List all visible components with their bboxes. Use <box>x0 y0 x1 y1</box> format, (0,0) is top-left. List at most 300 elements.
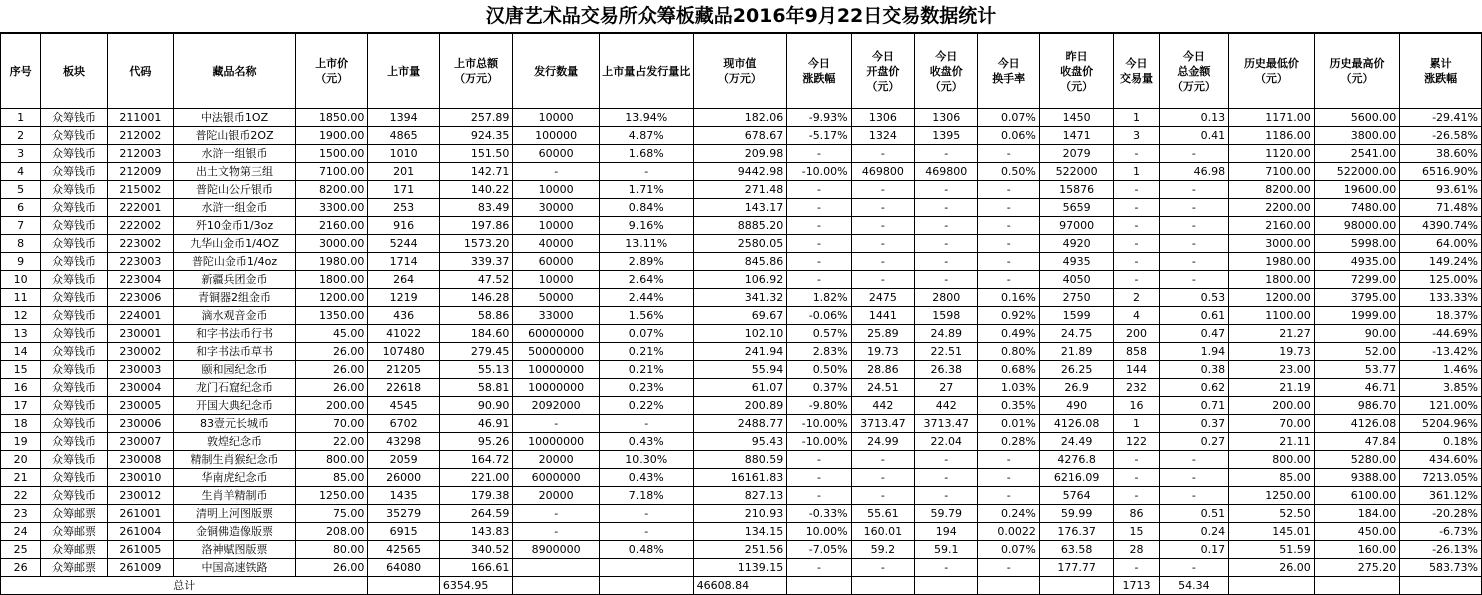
table-cell: 0.24 <box>1159 523 1228 541</box>
table-cell: - <box>1114 451 1159 469</box>
table-cell: 2 <box>1 127 41 145</box>
table-cell: - <box>851 235 914 253</box>
table-cell: - <box>599 415 693 433</box>
table-cell: 众筹邮票 <box>41 523 107 541</box>
table-cell: 1.82% <box>787 289 851 307</box>
table-cell: 0.92% <box>978 307 1039 325</box>
table-row <box>1 307 1482 325</box>
table-cell: 143.83 <box>439 523 512 541</box>
table-cell: 1010 <box>368 145 439 163</box>
table-cell: - <box>915 199 978 217</box>
table-cell: 261004 <box>107 523 173 541</box>
table-cell: 102.10 <box>693 325 787 343</box>
table-cell: 10000 <box>513 271 600 289</box>
table-cell: 223003 <box>107 253 173 271</box>
table-cell: 新疆兵团金币 <box>174 271 296 289</box>
table-cell: 20000 <box>513 487 600 505</box>
table-cell: 85.00 <box>1229 469 1315 487</box>
table-cell: 52.00 <box>1314 343 1400 361</box>
table-cell: 43298 <box>368 433 439 451</box>
table-cell: 众筹钱币 <box>41 145 107 163</box>
table-cell: 1171.00 <box>1229 109 1315 127</box>
table-cell: 23 <box>1 505 41 523</box>
table-cell: 众筹钱币 <box>41 433 107 451</box>
total-cell <box>978 577 1039 595</box>
table-cell: 51.59 <box>1229 541 1315 559</box>
table-cell: - <box>787 451 851 469</box>
table-cell: 1120.00 <box>1229 145 1315 163</box>
table-cell: 1980.00 <box>295 253 367 271</box>
table-cell: 26 <box>1 559 41 577</box>
table-cell: - <box>978 469 1039 487</box>
table-cell: 和字书法币行书 <box>174 325 296 343</box>
table-cell: - <box>851 181 914 199</box>
table-cell: 1471 <box>1039 127 1114 145</box>
table-cell: 26.00 <box>295 343 367 361</box>
table-cell: 86 <box>1114 505 1159 523</box>
table-cell: 339.37 <box>439 253 512 271</box>
table-cell: 122 <box>1114 433 1159 451</box>
table-cell: 209.98 <box>693 145 787 163</box>
table-cell: 50000000 <box>513 343 600 361</box>
table-cell: 341.32 <box>693 289 787 307</box>
table-cell: 1394 <box>368 109 439 127</box>
table-cell: 469800 <box>915 163 978 181</box>
table-cell: 222002 <box>107 217 173 235</box>
total-cell <box>1039 577 1114 595</box>
table-cell: - <box>513 523 600 541</box>
table-cell: 0.17 <box>1159 541 1228 559</box>
table-cell: 15 <box>1 361 41 379</box>
table-cell: - <box>787 235 851 253</box>
table-cell: 0.71 <box>1159 397 1228 415</box>
table-cell: 众筹钱币 <box>41 109 107 127</box>
table-cell: 230006 <box>107 415 173 433</box>
table-cell: 22.04 <box>915 433 978 451</box>
table-cell: 6100.00 <box>1314 487 1400 505</box>
table-cell: 1 <box>1114 415 1159 433</box>
table-cell: 21.89 <box>1039 343 1114 361</box>
table-cell: 10.00% <box>787 523 851 541</box>
table-cell: 46.91 <box>439 415 512 433</box>
table-cell: 众筹钱币 <box>41 217 107 235</box>
table-cell: - <box>1159 487 1228 505</box>
table-cell: 众筹钱币 <box>41 361 107 379</box>
table-cell: 普陀山金币1/4oz <box>174 253 296 271</box>
table-cell: 261005 <box>107 541 173 559</box>
table-cell: - <box>978 199 1039 217</box>
table-cell: 0.22% <box>599 397 693 415</box>
table-cell: 261001 <box>107 505 173 523</box>
table-cell: 17 <box>1 397 41 415</box>
table-cell: - <box>1114 217 1159 235</box>
table-cell: 58.81 <box>439 379 512 397</box>
total-cell <box>851 577 914 595</box>
table-cell: - <box>915 145 978 163</box>
table-cell: 90.00 <box>1314 325 1400 343</box>
table-cell: 2800 <box>915 289 978 307</box>
table-cell: 30000 <box>513 199 600 217</box>
column-header: 现市值 （万元） <box>693 34 787 109</box>
total-label: 总计 <box>1 577 368 595</box>
table-row <box>1 145 1482 163</box>
table-cell: 184.60 <box>439 325 512 343</box>
table-cell: 26.9 <box>1039 379 1114 397</box>
table-cell: 4935.00 <box>1314 253 1400 271</box>
table-cell: 众筹钱币 <box>41 307 107 325</box>
table-cell: 13 <box>1 325 41 343</box>
table-cell: 200.89 <box>693 397 787 415</box>
table-row <box>1 469 1482 487</box>
table-cell: 1999.00 <box>1314 307 1400 325</box>
table-cell: 众筹钱币 <box>41 397 107 415</box>
table-cell: 35279 <box>368 505 439 523</box>
table-cell: - <box>1159 199 1228 217</box>
table-cell: 146.28 <box>439 289 512 307</box>
table-cell: 0.43% <box>599 469 693 487</box>
table-cell: 340.52 <box>439 541 512 559</box>
table-cell: 95.26 <box>439 433 512 451</box>
table-cell: 2160.00 <box>295 217 367 235</box>
table-cell: 160.00 <box>1314 541 1400 559</box>
table-cell: 4390.74% <box>1400 217 1482 235</box>
total-cell <box>1400 577 1482 595</box>
table-cell: 264 <box>368 271 439 289</box>
table-cell: 0.53 <box>1159 289 1228 307</box>
table-cell: 0.49% <box>978 325 1039 343</box>
table-cell: 8200.00 <box>295 181 367 199</box>
table-row <box>1 559 1482 577</box>
table-cell: 10000000 <box>513 433 600 451</box>
table-cell: 4 <box>1114 307 1159 325</box>
table-row <box>1 379 1482 397</box>
table-cell: 和字书法币草书 <box>174 343 296 361</box>
table-cell: 0.57% <box>787 325 851 343</box>
table-cell: 5600.00 <box>1314 109 1400 127</box>
table-cell: 1500.00 <box>295 145 367 163</box>
table-cell: 222001 <box>107 199 173 217</box>
table-cell: - <box>915 487 978 505</box>
table-cell: 众筹钱币 <box>41 289 107 307</box>
table-cell: 20000 <box>513 451 600 469</box>
table-cell: 436 <box>368 307 439 325</box>
table-cell: - <box>1114 559 1159 577</box>
table-cell: 142.71 <box>439 163 512 181</box>
table-cell: 众筹钱币 <box>41 163 107 181</box>
table-cell: 1.56% <box>599 307 693 325</box>
table-cell: 5 <box>1 181 41 199</box>
table-cell: 197.86 <box>439 217 512 235</box>
table-cell: 21.19 <box>1229 379 1315 397</box>
table-cell: 52.50 <box>1229 505 1315 523</box>
column-header: 今日 收盘价 （元） <box>915 34 978 109</box>
table-cell: 880.59 <box>693 451 787 469</box>
table-cell: 230002 <box>107 343 173 361</box>
table-row <box>1 289 1482 307</box>
table-cell: 9388.00 <box>1314 469 1400 487</box>
table-cell: 98000.00 <box>1314 217 1400 235</box>
table-cell <box>599 559 693 577</box>
table-cell: - <box>513 163 600 181</box>
table-cell: 13.11% <box>599 235 693 253</box>
table-cell: 6516.90% <box>1400 163 1482 181</box>
table-cell: 490 <box>1039 397 1114 415</box>
table-cell: 179.38 <box>439 487 512 505</box>
table-cell: 230005 <box>107 397 173 415</box>
table-cell: 2.89% <box>599 253 693 271</box>
table-cell: 众筹邮票 <box>41 559 107 577</box>
table-cell: 0.0022 <box>978 523 1039 541</box>
table-cell: 龙门石窟纪念币 <box>174 379 296 397</box>
table-cell: 251.56 <box>693 541 787 559</box>
table-cell: 0.16% <box>978 289 1039 307</box>
table-cell: 2.44% <box>599 289 693 307</box>
table-row <box>1 433 1482 451</box>
table-cell: 224001 <box>107 307 173 325</box>
table-row <box>1 505 1482 523</box>
table-cell: 3 <box>1114 127 1159 145</box>
table-cell: 83壹元长城币 <box>174 415 296 433</box>
table-cell: 16 <box>1114 397 1159 415</box>
table-row <box>1 199 1482 217</box>
table-cell: 59.1 <box>915 541 978 559</box>
table-cell: 众筹钱币 <box>41 253 107 271</box>
column-header: 昨日 收盘价 （元） <box>1039 34 1114 109</box>
table-cell: 4545 <box>368 397 439 415</box>
table-cell: 1599 <box>1039 307 1114 325</box>
table-cell: 众筹钱币 <box>41 451 107 469</box>
table-cell: 60000000 <box>513 325 600 343</box>
table-cell: 1250.00 <box>295 487 367 505</box>
table-cell: 63.58 <box>1039 541 1114 559</box>
table-cell: - <box>978 253 1039 271</box>
table-cell: 200.00 <box>295 397 367 415</box>
table-cell: 61.07 <box>693 379 787 397</box>
table-cell: 522000.00 <box>1314 163 1400 181</box>
table-cell: 1306 <box>851 109 914 127</box>
column-header: 累计 涨跌幅 <box>1400 34 1482 109</box>
table-cell: 38.60% <box>1400 145 1482 163</box>
table-cell: 24.89 <box>915 325 978 343</box>
table-cell: 0.47 <box>1159 325 1228 343</box>
table-cell: 55.13 <box>439 361 512 379</box>
total-amount: 54.34 <box>1159 577 1228 595</box>
table-cell: 4865 <box>368 127 439 145</box>
table-cell: 522000 <box>1039 163 1114 181</box>
table-row <box>1 235 1482 253</box>
table-cell: 75.00 <box>295 505 367 523</box>
table-cell: 140.22 <box>439 181 512 199</box>
table-cell: - <box>787 145 851 163</box>
table-row <box>1 127 1482 145</box>
table-cell: 0.21% <box>599 361 693 379</box>
table-cell: 4050 <box>1039 271 1114 289</box>
table-cell: 0.28% <box>978 433 1039 451</box>
table-cell: 2.83% <box>787 343 851 361</box>
total-cell <box>513 577 600 595</box>
table-cell: 1324 <box>851 127 914 145</box>
table-cell: 212009 <box>107 163 173 181</box>
table-cell: 0.07% <box>978 109 1039 127</box>
table-cell: 1 <box>1114 109 1159 127</box>
table-cell: 众筹钱币 <box>41 487 107 505</box>
table-cell: 水浒一组银币 <box>174 145 296 163</box>
table-cell: 0.48% <box>599 541 693 559</box>
column-header: 历史最低价 （元） <box>1229 34 1315 109</box>
table-cell: - <box>1159 145 1228 163</box>
table-cell: 众筹钱币 <box>41 271 107 289</box>
table-row <box>1 271 1482 289</box>
table-cell: 177.77 <box>1039 559 1114 577</box>
table-cell: 46.98 <box>1159 163 1228 181</box>
table-cell: 442 <box>851 397 914 415</box>
total-cell <box>599 577 693 595</box>
table-cell: - <box>787 199 851 217</box>
table-cell: -6.73% <box>1400 523 1482 541</box>
table-cell: 生肖羊精制币 <box>174 487 296 505</box>
table-cell: 22618 <box>368 379 439 397</box>
table-cell: - <box>851 145 914 163</box>
table-cell: - <box>787 217 851 235</box>
table-cell: 0.51 <box>1159 505 1228 523</box>
table-cell: 12 <box>1 307 41 325</box>
table-cell: 0.23% <box>599 379 693 397</box>
table-cell: 0.62 <box>1159 379 1228 397</box>
table-cell: 3.85% <box>1400 379 1482 397</box>
table-cell: 182.06 <box>693 109 787 127</box>
table-cell: 2200.00 <box>1229 199 1315 217</box>
table-cell: 264.59 <box>439 505 512 523</box>
table-cell: 1186.00 <box>1229 127 1315 145</box>
table-cell: 1714 <box>368 253 439 271</box>
table-cell: 7213.05% <box>1400 469 1482 487</box>
table-cell: 颐和园纪念币 <box>174 361 296 379</box>
table-cell: - <box>1114 181 1159 199</box>
total-cell <box>915 577 978 595</box>
table-cell: -29.41% <box>1400 109 1482 127</box>
table-cell: 47.84 <box>1314 433 1400 451</box>
total-volume: 1713 <box>1114 577 1159 595</box>
table-cell: 1573.20 <box>439 235 512 253</box>
table-cell: 149.24% <box>1400 253 1482 271</box>
table-cell: 28.86 <box>851 361 914 379</box>
table-cell: 0.06% <box>978 127 1039 145</box>
table-cell: 144 <box>1114 361 1159 379</box>
table-cell: 金铜佛造像版票 <box>174 523 296 541</box>
table-cell: 90.90 <box>439 397 512 415</box>
table-cell: 0.84% <box>599 199 693 217</box>
table-cell: - <box>851 559 914 577</box>
table-cell: 16 <box>1 379 41 397</box>
table-cell: 0.38 <box>1159 361 1228 379</box>
table-cell: - <box>787 253 851 271</box>
table-row <box>1 361 1482 379</box>
table-cell: 1139.15 <box>693 559 787 577</box>
table-row <box>1 451 1482 469</box>
table-cell: 0.43% <box>599 433 693 451</box>
table-cell: 0.68% <box>978 361 1039 379</box>
table-cell: 2.64% <box>599 271 693 289</box>
column-header: 上市总额 （万元） <box>439 34 512 109</box>
table-cell: 1 <box>1 109 41 127</box>
table-cell: 0.27 <box>1159 433 1228 451</box>
table-cell: 众筹钱币 <box>41 379 107 397</box>
table-cell: 800.00 <box>295 451 367 469</box>
table-cell: 24.51 <box>851 379 914 397</box>
table-cell: 0.24% <box>978 505 1039 523</box>
table-cell: - <box>851 217 914 235</box>
table-row <box>1 523 1482 541</box>
table-cell: 100000 <box>513 127 600 145</box>
table-cell: 众筹钱币 <box>41 199 107 217</box>
table-cell: 201 <box>368 163 439 181</box>
table-cell: 25 <box>1 541 41 559</box>
table-cell: 134.15 <box>693 523 787 541</box>
table-cell: 青铜器2组金币 <box>174 289 296 307</box>
table-row <box>1 325 1482 343</box>
table-cell: - <box>915 217 978 235</box>
table-cell: - <box>787 559 851 577</box>
table-cell: 0.01% <box>978 415 1039 433</box>
table-cell: - <box>1114 271 1159 289</box>
table-cell: 59.2 <box>851 541 914 559</box>
table-cell: 19 <box>1 433 41 451</box>
table-cell: 125.00% <box>1400 271 1482 289</box>
table-cell: 2475 <box>851 289 914 307</box>
table-cell: 24 <box>1 523 41 541</box>
table-cell: 6 <box>1 199 41 217</box>
table-cell: 0.18% <box>1400 433 1482 451</box>
table-cell: 230007 <box>107 433 173 451</box>
table-cell: - <box>1159 559 1228 577</box>
table-cell: -0.06% <box>787 307 851 325</box>
table-cell: - <box>915 451 978 469</box>
table-cell: 211001 <box>107 109 173 127</box>
table-cell: 145.01 <box>1229 523 1315 541</box>
table-cell: 19.73 <box>1229 343 1315 361</box>
table-cell: - <box>915 271 978 289</box>
table-row <box>1 541 1482 559</box>
table-cell: 5659 <box>1039 199 1114 217</box>
sheet-title: 汉唐艺术品交易所众筹板藏品2016年9月22日交易数据统计 <box>0 0 1482 33</box>
table-cell: 众筹钱币 <box>41 181 107 199</box>
table-cell: 9.16% <box>599 217 693 235</box>
table-cell: - <box>787 271 851 289</box>
table-cell: 469800 <box>851 163 914 181</box>
table-cell: 200.00 <box>1229 397 1315 415</box>
table-cell: 0.21% <box>599 343 693 361</box>
table-cell: 10000000 <box>513 361 600 379</box>
table-cell: 2079 <box>1039 145 1114 163</box>
table-cell: - <box>1159 235 1228 253</box>
table-cell: 众筹钱币 <box>41 469 107 487</box>
table-cell: 55.61 <box>851 505 914 523</box>
table-cell: 26.38 <box>915 361 978 379</box>
table-cell: 166.61 <box>439 559 512 577</box>
table-cell: 8200.00 <box>1229 181 1315 199</box>
table-cell: - <box>513 415 600 433</box>
table-cell: 精制生肖猴纪念币 <box>174 451 296 469</box>
table-cell: 24.75 <box>1039 325 1114 343</box>
table-cell: 1900.00 <box>295 127 367 145</box>
column-header: 今日 交易量 <box>1114 34 1159 109</box>
table-cell: 3 <box>1 145 41 163</box>
table-cell: 230001 <box>107 325 173 343</box>
table-cell: 95.43 <box>693 433 787 451</box>
table-cell: 21.27 <box>1229 325 1315 343</box>
table-row <box>1 343 1482 361</box>
table-cell: 916 <box>368 217 439 235</box>
